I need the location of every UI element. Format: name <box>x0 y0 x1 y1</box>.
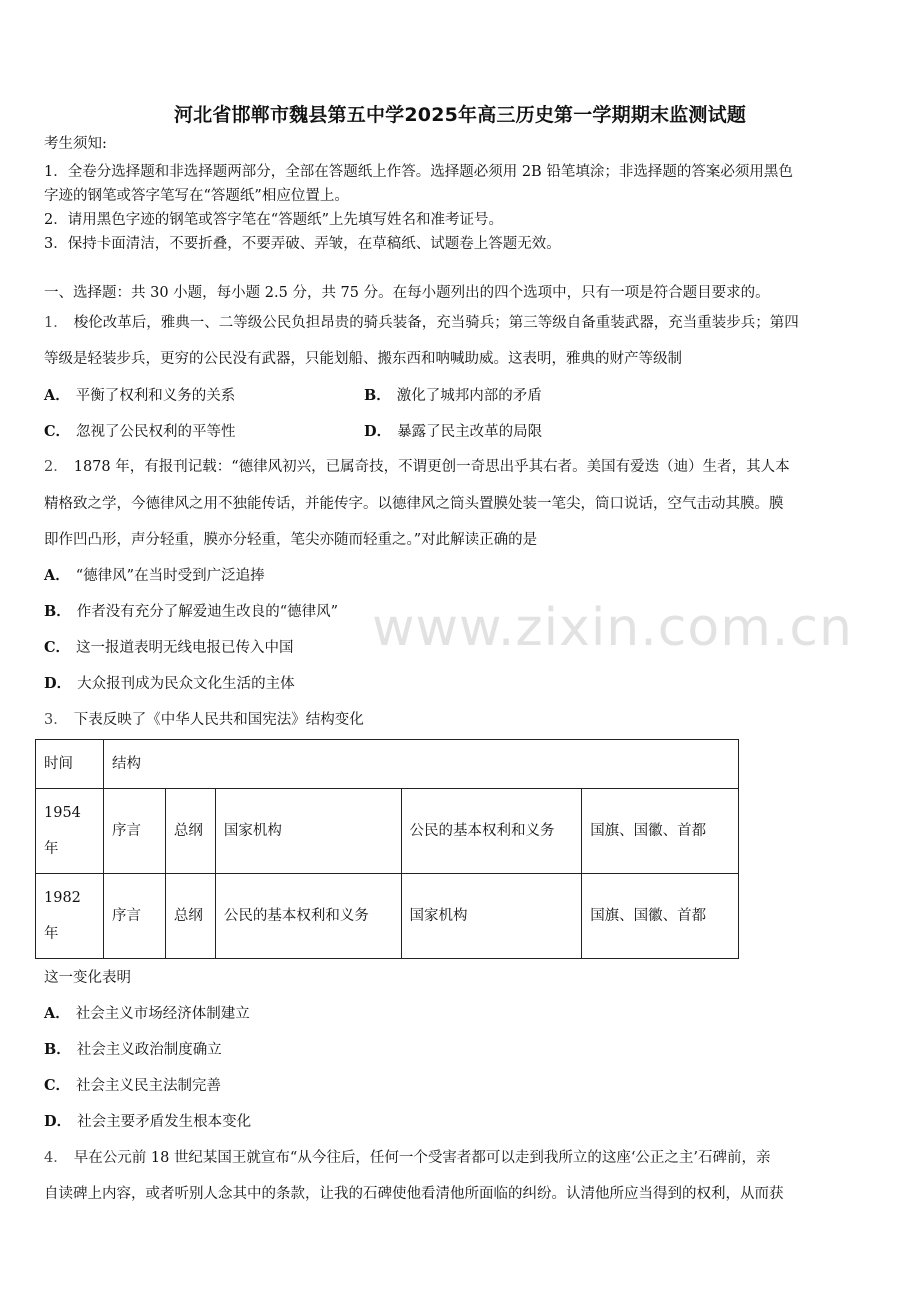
table-cell: 总纲 <box>165 789 215 874</box>
question-text: 下表反映了《中华人民共和国宪法》结构变化 <box>73 712 364 728</box>
table-cell: 序言 <box>103 874 165 959</box>
table-row <box>36 789 739 874</box>
table-header-cell: 时间 <box>36 740 104 789</box>
question-number: 1． <box>44 315 68 331</box>
question-number: 2． <box>44 459 68 475</box>
option-text: 暴露了民主改革的局限 <box>397 424 543 440</box>
option-text: 这一报道表明无线电报已传入中国 <box>76 640 294 656</box>
question-3-line <box>44 710 884 730</box>
table-cell: 公民的基本权利和义务 <box>401 789 582 874</box>
question-3-after: 这一变化表明 <box>44 970 131 986</box>
option-text: 社会主义市场经济体制建立 <box>75 1006 250 1022</box>
option-key: B． <box>364 387 391 404</box>
table-cell-year: 1954 年 <box>36 789 104 874</box>
question-2-line: 精格致之学，今德律风之用不独能传话，并能传字。以德律风之筒头置膜处装一笔尖，筒口说话，空气击动其膜。膜 <box>44 496 784 512</box>
question-text: 梭伦改革后，雅典一、二等级公民负担昂贵的骑兵装备，充当骑兵；第三等级自备重装武器，充当重装步兵；第四 <box>73 315 799 331</box>
option-key: A． <box>44 567 70 584</box>
option-key: C． <box>44 423 71 440</box>
section-heading: 一、选择题：共 30 小题，每小题 2.5 分，共 75 分。在每小题列出的四个选项中，只有一项是符合题目要求的。 <box>44 285 770 301</box>
notice-heading: 考生须知: <box>44 136 107 152</box>
question-4-line: 自读碑上内容，或者听别人念其中的条款，让我的石碑使他看清他所面临的纠纷。认清他所应当得到的权利，从而获 <box>44 1186 784 1202</box>
option-text: 社会主要矛盾发生根本变化 <box>77 1114 252 1130</box>
option-key: D． <box>364 423 392 440</box>
notice-line: 2．请用黑色字迹的钢笔或答字笔在“答题纸”上先填写姓名和准考证号。 <box>44 212 504 228</box>
option-b[interactable] <box>44 602 338 622</box>
option-key: B． <box>44 603 71 620</box>
table-header-row <box>36 740 739 789</box>
option-a[interactable] <box>44 386 235 406</box>
watermark: www.zixin.com.cn <box>372 598 853 658</box>
question-1-line: 等级是轻装步兵，更穷的公民没有武器，只能划船、搬东西和呐喊助威。这表明，雅典的财产等级制 <box>44 351 682 367</box>
option-text: 社会主义民主法制完善 <box>76 1078 222 1094</box>
option-key: B． <box>44 1041 71 1058</box>
table-row <box>36 874 739 959</box>
table-cell: 公民的基本权利和义务 <box>215 874 401 959</box>
constitution-structure-table <box>35 739 739 959</box>
option-text: 作者没有充分了解爱迪生改良的“德律风” <box>76 604 339 620</box>
table-header-cell: 结构 <box>103 740 738 789</box>
option-key: C． <box>44 639 71 656</box>
option-c[interactable] <box>44 422 236 442</box>
option-c[interactable] <box>44 638 294 658</box>
option-key: D． <box>44 675 72 692</box>
option-d[interactable] <box>44 674 295 694</box>
option-text: 大众报刊成为民众文化生活的主体 <box>77 676 295 692</box>
notice-line: 3．保持卡面清洁，不要折叠，不要弄破、弄皱，在草稿纸、试题卷上答题无效。 <box>44 236 561 252</box>
option-d[interactable] <box>364 422 542 442</box>
question-number: 4． <box>44 1150 68 1166</box>
option-key: D． <box>44 1113 72 1130</box>
page-title: 河北省邯郸市魏县第五中学2025年高三历史第一学期期末监测试题 <box>173 104 747 126</box>
question-number: 3． <box>44 712 68 728</box>
option-b[interactable] <box>364 386 542 406</box>
question-4-line <box>44 1148 884 1168</box>
option-text: 社会主义政治制度确立 <box>76 1042 222 1058</box>
option-text: 平衡了权利和义务的关系 <box>75 388 236 404</box>
question-text: 早在公元前 18 世纪某国王就宣布“从今往后，任何一个受害者都可以走到我所立的这座‘公正之主’石碑前，亲 <box>73 1150 771 1166</box>
option-a[interactable] <box>44 1004 250 1024</box>
notice-line: 字迹的钢笔或答字笔写在“答题纸”相应位置上。 <box>44 188 349 204</box>
option-d[interactable] <box>44 1112 251 1132</box>
question-1-line <box>44 313 884 333</box>
table-cell: 总纲 <box>165 874 215 959</box>
option-text: 忽视了公民权利的平等性 <box>76 424 236 440</box>
table-cell: 国家机构 <box>215 789 401 874</box>
question-2-line: 即作凹凸形，声分轻重，膜亦分轻重，笔尖亦随而轻重之。”对此解读正确的是 <box>44 532 538 548</box>
notice-line: 1．全卷分选择题和非选择题两部分，全部在答题纸上作答。选择题必须用 2B 铅笔填涂；非选择题的答案必须用黑色 <box>44 164 793 180</box>
table-cell: 序言 <box>103 789 165 874</box>
question-text: 1878 年，有报刊记载：“德律风初兴，已属奇技，不谓更创一奇思出乎其右者。美国有爱迭（迪）生者，其人本 <box>73 459 790 475</box>
option-key: A． <box>44 387 70 404</box>
question-2-line <box>44 457 884 477</box>
option-a[interactable] <box>44 566 265 586</box>
option-text: “德律风”在当时受到广泛追捧 <box>75 568 265 584</box>
table-cell: 国旗、国徽、首都 <box>582 874 739 959</box>
table-cell-year: 1982 年 <box>36 874 104 959</box>
table-cell: 国家机构 <box>401 874 582 959</box>
option-key: C． <box>44 1077 71 1094</box>
option-c[interactable] <box>44 1076 221 1096</box>
option-key: A． <box>44 1005 70 1022</box>
table-cell: 国旗、国徽、首都 <box>582 789 739 874</box>
option-text: 激化了城邦内部的矛盾 <box>396 388 542 404</box>
option-b[interactable] <box>44 1040 222 1060</box>
